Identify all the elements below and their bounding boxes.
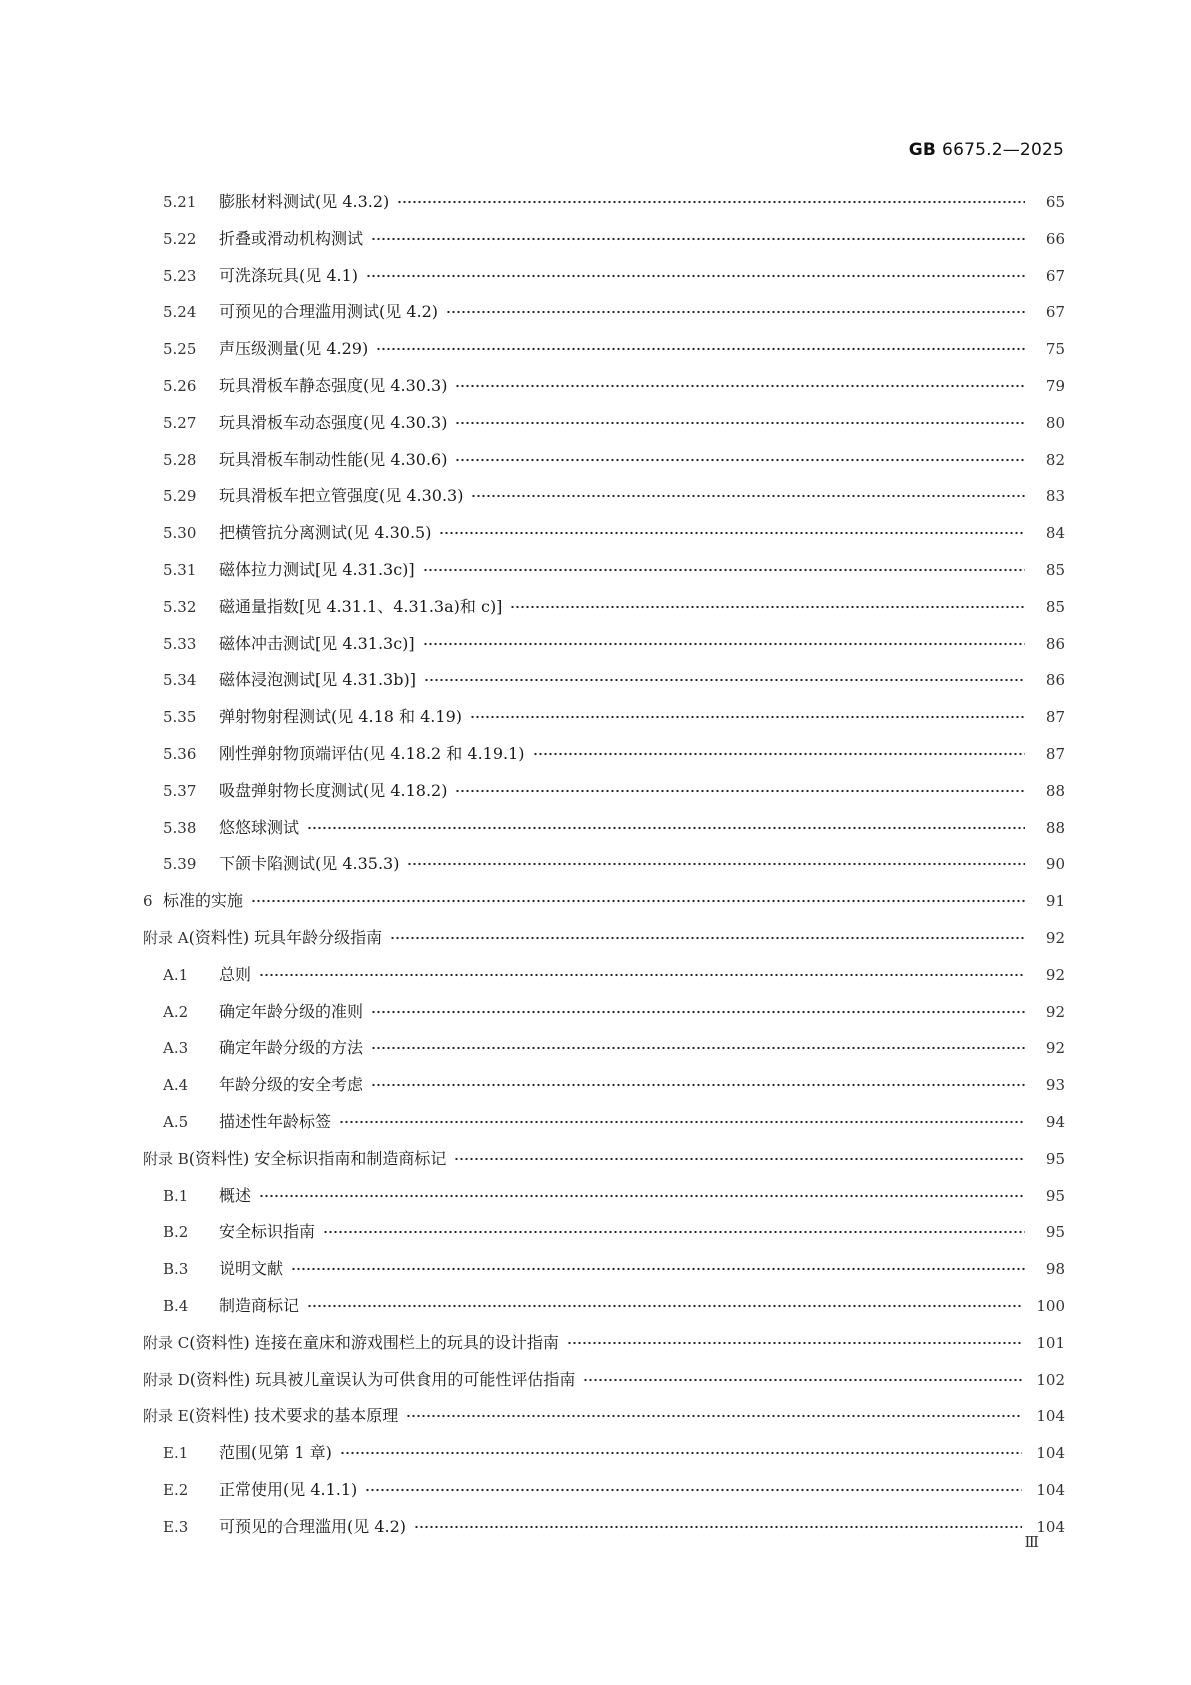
toc-entry-page: 95: [1045, 1223, 1065, 1242]
toc-entry-number: 5.33: [163, 634, 197, 653]
toc-entry-page: 66: [1045, 229, 1065, 248]
toc-entry-page: 101: [1036, 1333, 1065, 1352]
toc-entry-number: 5.24: [163, 303, 197, 322]
dot-leader: [455, 418, 1025, 428]
toc-entry-page: 95: [1045, 1186, 1065, 1205]
toc-entry-page: 90: [1045, 855, 1065, 874]
dot-leader: [510, 602, 1025, 612]
toc-entry-number: 5.25: [163, 340, 197, 359]
toc-entry-title: 磁体浸泡测试[见 4.31.3b)]: [219, 670, 416, 690]
toc-entry-page: 93: [1045, 1076, 1065, 1095]
toc-entry[interactable]: [143, 266, 1065, 303]
toc-entry-page: 86: [1045, 634, 1065, 653]
toc-entry[interactable]: [143, 1038, 1065, 1075]
toc-entry-title: 玩具滑板车静态强度(见 4.30.3): [219, 375, 448, 395]
dot-leader: [567, 1338, 1023, 1348]
dot-leader: [454, 1154, 1025, 1164]
toc-entry-number: 5.26: [163, 376, 197, 395]
dot-leader: [471, 491, 1025, 501]
toc-entry-number: E.2: [163, 1480, 189, 1499]
toc-entry-number: E.3: [163, 1517, 189, 1536]
dot-leader: [439, 528, 1025, 538]
toc-entry-title: 描述性年龄标签: [219, 1111, 332, 1131]
toc-entry-number: 5.38: [163, 818, 197, 837]
dot-leader: [307, 823, 1025, 833]
toc-entry-page: 92: [1045, 1002, 1065, 1021]
toc-entry[interactable]: [143, 302, 1065, 339]
dot-leader: [446, 307, 1025, 317]
toc-entry-page: 80: [1045, 413, 1065, 432]
toc-entry-title: 玩具滑板车制动性能(见 4.30.6): [219, 449, 448, 469]
toc-entry-page: 94: [1045, 1112, 1065, 1131]
toc-entry[interactable]: [143, 965, 1065, 1002]
toc-entry-page: 87: [1045, 708, 1065, 727]
toc-entry-page: 92: [1045, 928, 1065, 947]
toc-entry-title: (资料性) 技术要求的基本原理: [188, 1406, 399, 1426]
toc-entry[interactable]: [143, 707, 1065, 744]
dot-leader: [423, 565, 1025, 575]
toc-entry-page: 84: [1045, 524, 1065, 543]
toc-entry[interactable]: [143, 634, 1065, 671]
toc-entry-page: 87: [1045, 744, 1065, 763]
toc-entry[interactable]: [143, 413, 1065, 450]
toc-entry-page: 85: [1045, 560, 1065, 579]
toc-entry-number: A.3: [163, 1039, 189, 1058]
dot-leader: [366, 271, 1025, 281]
standard-prefix: GB: [908, 140, 937, 160]
toc-entry-page: 75: [1045, 340, 1065, 359]
toc-entry-title: 下颌卡陷测试(见 4.35.3): [219, 854, 400, 874]
toc-entry-number: 5.29: [163, 487, 197, 506]
toc-entry-number: A.1: [163, 965, 189, 984]
toc-entry-title: 吸盘弹射物长度测试(见 4.18.2): [219, 780, 448, 800]
dot-leader: [406, 1411, 1022, 1421]
toc-entry-title: (资料性) 玩具年龄分级指南: [188, 927, 383, 947]
toc-entry-title: 安全标识指南: [219, 1222, 316, 1242]
toc-entry-page: 92: [1045, 1039, 1065, 1058]
dot-leader: [583, 1375, 1022, 1385]
toc-entry[interactable]: [143, 1406, 1065, 1443]
toc-entry[interactable]: [143, 1517, 1065, 1554]
dot-leader: [470, 712, 1025, 722]
dot-leader: [533, 749, 1025, 759]
dot-leader: [339, 1117, 1025, 1127]
toc-entry-title: 磁体拉力测试[见 4.31.3c)]: [219, 559, 415, 579]
document-header: [909, 140, 1064, 160]
toc-entry-title: 可洗涤玩具(见 4.1): [219, 265, 359, 285]
toc-entry-page: 104: [1036, 1407, 1065, 1426]
toc-entry-title: 可预见的合理滥用测试(见 4.2): [219, 302, 439, 322]
toc-entry-page: 104: [1036, 1444, 1065, 1463]
toc-entry[interactable]: [143, 1186, 1065, 1223]
toc-entry-title: 玩具滑板车把立管强度(见 4.30.3): [219, 486, 464, 506]
toc-entry-title: 把横管抗分离测试(见 4.30.5): [219, 523, 432, 543]
toc-entry-page: 65: [1045, 193, 1065, 211]
toc-entry-page: 91: [1045, 892, 1065, 911]
toc-entry[interactable]: [143, 1222, 1065, 1259]
toc-entry-page: 100: [1036, 1296, 1065, 1315]
toc-entry-page: 86: [1045, 671, 1065, 690]
toc-entry-number: 5.32: [163, 597, 197, 616]
dot-leader: [407, 859, 1025, 869]
toc-entry[interactable]: [143, 781, 1065, 818]
dot-leader: [376, 344, 1025, 354]
dot-leader: [251, 896, 1025, 906]
toc-entry[interactable]: [143, 1259, 1065, 1296]
toc-entry-number: 5.21: [163, 193, 197, 211]
toc-entry-title: (资料性) 安全标识指南和制造商标记: [188, 1148, 447, 1168]
toc-entry[interactable]: [143, 1149, 1065, 1186]
toc-entry-page: 98: [1045, 1260, 1065, 1279]
toc-entry[interactable]: [143, 818, 1065, 855]
toc-entry-number: 5.22: [163, 229, 197, 248]
toc-entry[interactable]: [143, 523, 1065, 560]
toc-entry-title: 概述: [219, 1185, 252, 1205]
table-of-contents: [143, 192, 1065, 1553]
toc-entry-number: A.2: [163, 1002, 189, 1021]
toc-entry-title: 说明文献: [219, 1259, 284, 1279]
dot-leader: [307, 1301, 1022, 1311]
toc-entry-title: 年龄分级的安全考虑: [219, 1075, 364, 1095]
dot-leader: [371, 1043, 1025, 1053]
dot-leader: [365, 1485, 1022, 1495]
dot-leader: [291, 1264, 1025, 1274]
toc-entry-page: 82: [1045, 450, 1065, 469]
toc-entry[interactable]: [143, 1112, 1065, 1149]
toc-entry-page: 92: [1045, 965, 1065, 984]
toc-entry-number: 5.37: [163, 781, 197, 800]
toc-entry-number: 附录 D: [143, 1370, 190, 1389]
toc-entry[interactable]: [143, 1002, 1065, 1039]
page-number: Ⅲ: [1024, 1533, 1039, 1551]
toc-entry-number: 5.39: [163, 855, 197, 874]
dot-leader: [323, 1227, 1025, 1237]
toc-entry-number: 附录 B: [143, 1149, 189, 1168]
toc-entry-number: B.2: [163, 1223, 189, 1242]
toc-entry[interactable]: [143, 928, 1065, 965]
toc-entry-number: 6: [143, 892, 153, 911]
toc-entry[interactable]: [143, 597, 1065, 634]
toc-entry[interactable]: [143, 560, 1065, 597]
dot-leader: [371, 1007, 1025, 1017]
toc-entry-page: 67: [1045, 303, 1065, 322]
toc-entry-number: 5.31: [163, 560, 197, 579]
toc-entry[interactable]: [143, 1333, 1065, 1370]
toc-entry-page: 104: [1036, 1517, 1065, 1536]
toc-entry-page: 102: [1036, 1370, 1065, 1389]
toc-entry-title: (资料性) 连接在童床和游戏围栏上的玩具的设计指南: [189, 1332, 559, 1352]
dot-leader: [414, 1522, 1022, 1532]
toc-entry-number: 5.27: [163, 413, 197, 432]
toc-entry[interactable]: [143, 376, 1065, 413]
toc-entry-title: 制造商标记: [219, 1295, 300, 1315]
toc-entry-number: 5.28: [163, 450, 197, 469]
toc-entry-title: 范围(见第 1 章): [219, 1443, 332, 1463]
toc-entry[interactable]: [143, 229, 1065, 266]
toc-entry-title: 确定年龄分级的准则: [219, 1001, 364, 1021]
toc-entry[interactable]: [143, 1075, 1065, 1112]
toc-entry-number: B.4: [163, 1296, 189, 1315]
toc-entry-title: 可预见的合理滥用(见 4.2): [219, 1516, 407, 1536]
toc-entry-page: 88: [1045, 818, 1065, 837]
toc-entry-title: 折叠或滑动机构测试: [219, 228, 364, 248]
toc-entry-page: 83: [1045, 487, 1065, 506]
toc-entry-page: 79: [1045, 376, 1065, 395]
toc-entry[interactable]: [143, 891, 1065, 928]
toc-entry-number: B.3: [163, 1260, 189, 1279]
toc-entry-title: 正常使用(见 4.1.1): [219, 1479, 358, 1499]
toc-entry[interactable]: [143, 854, 1065, 891]
toc-entry-title: 玩具滑板车动态强度(见 4.30.3): [219, 412, 448, 432]
dot-leader: [390, 933, 1025, 943]
toc-entry-title: 磁通量指数[见 4.31.1、4.31.3a)和 c)]: [219, 596, 503, 616]
toc-entry-number: 5.35: [163, 708, 197, 727]
toc-entry-title: 悠悠球测试: [219, 817, 300, 837]
dot-leader: [259, 970, 1025, 980]
toc-entry-page: 88: [1045, 781, 1065, 800]
toc-entry-number: 5.30: [163, 524, 197, 543]
toc-entry-title: 膨胀材料测试(见 4.3.2): [219, 192, 390, 211]
toc-entry[interactable]: [143, 670, 1065, 707]
dot-leader: [371, 234, 1025, 244]
dot-leader: [371, 1080, 1025, 1090]
toc-entry-page: 67: [1045, 266, 1065, 285]
toc-entry-title: 标准的实施: [163, 891, 244, 911]
toc-entry-page: 104: [1036, 1480, 1065, 1499]
toc-entry-title: 磁体冲击测试[见 4.31.3c)]: [219, 633, 415, 653]
dot-leader: [340, 1448, 1023, 1458]
toc-entry-title: 声压级测量(见 4.29): [219, 339, 369, 359]
toc-entry-number: 附录 A: [143, 928, 189, 947]
dot-leader: [423, 639, 1025, 649]
toc-entry-page: 85: [1045, 597, 1065, 616]
toc-entry[interactable]: [143, 744, 1065, 781]
dot-leader: [455, 455, 1025, 465]
toc-entry[interactable]: [143, 1443, 1065, 1480]
toc-entry-number: B.1: [163, 1186, 189, 1205]
toc-entry-title: 确定年龄分级的方法: [219, 1038, 364, 1058]
toc-entry-number: 附录 C: [143, 1333, 190, 1352]
toc-entry-number: 附录 E: [143, 1407, 189, 1426]
dot-leader: [455, 381, 1025, 391]
toc-entry[interactable]: [143, 1296, 1065, 1333]
toc-entry[interactable]: [143, 192, 1065, 229]
toc-entry-title: 弹射物射程测试(见 4.18 和 4.19): [219, 707, 462, 727]
toc-entry-title: 刚性弹射物顶端评估(见 4.18.2 和 4.19.1): [219, 743, 525, 763]
toc-entry[interactable]: [143, 1480, 1065, 1517]
dot-leader: [259, 1191, 1025, 1201]
toc-entry[interactable]: [143, 339, 1065, 376]
standard-number: 6675.2—2025: [942, 140, 1064, 160]
toc-entry-number: 5.34: [163, 671, 197, 690]
toc-entry-number: A.4: [163, 1076, 189, 1095]
toc-entry-title: 总则: [219, 964, 252, 984]
toc-entry-number: 5.23: [163, 266, 197, 285]
toc-entry[interactable]: [143, 486, 1065, 523]
toc-entry-number: A.5: [163, 1112, 189, 1131]
toc-entry-number: 5.36: [163, 744, 197, 763]
dot-leader: [397, 197, 1025, 207]
toc-entry-page: 95: [1045, 1149, 1065, 1168]
toc-entry-number: E.1: [163, 1444, 189, 1463]
dot-leader: [455, 786, 1025, 796]
toc-entry[interactable]: [143, 450, 1065, 487]
dot-leader: [424, 675, 1025, 685]
toc-entry[interactable]: [143, 1370, 1065, 1407]
toc-entry-title: (资料性) 玩具被儿童误认为可供食用的可能性评估指南: [189, 1369, 576, 1389]
